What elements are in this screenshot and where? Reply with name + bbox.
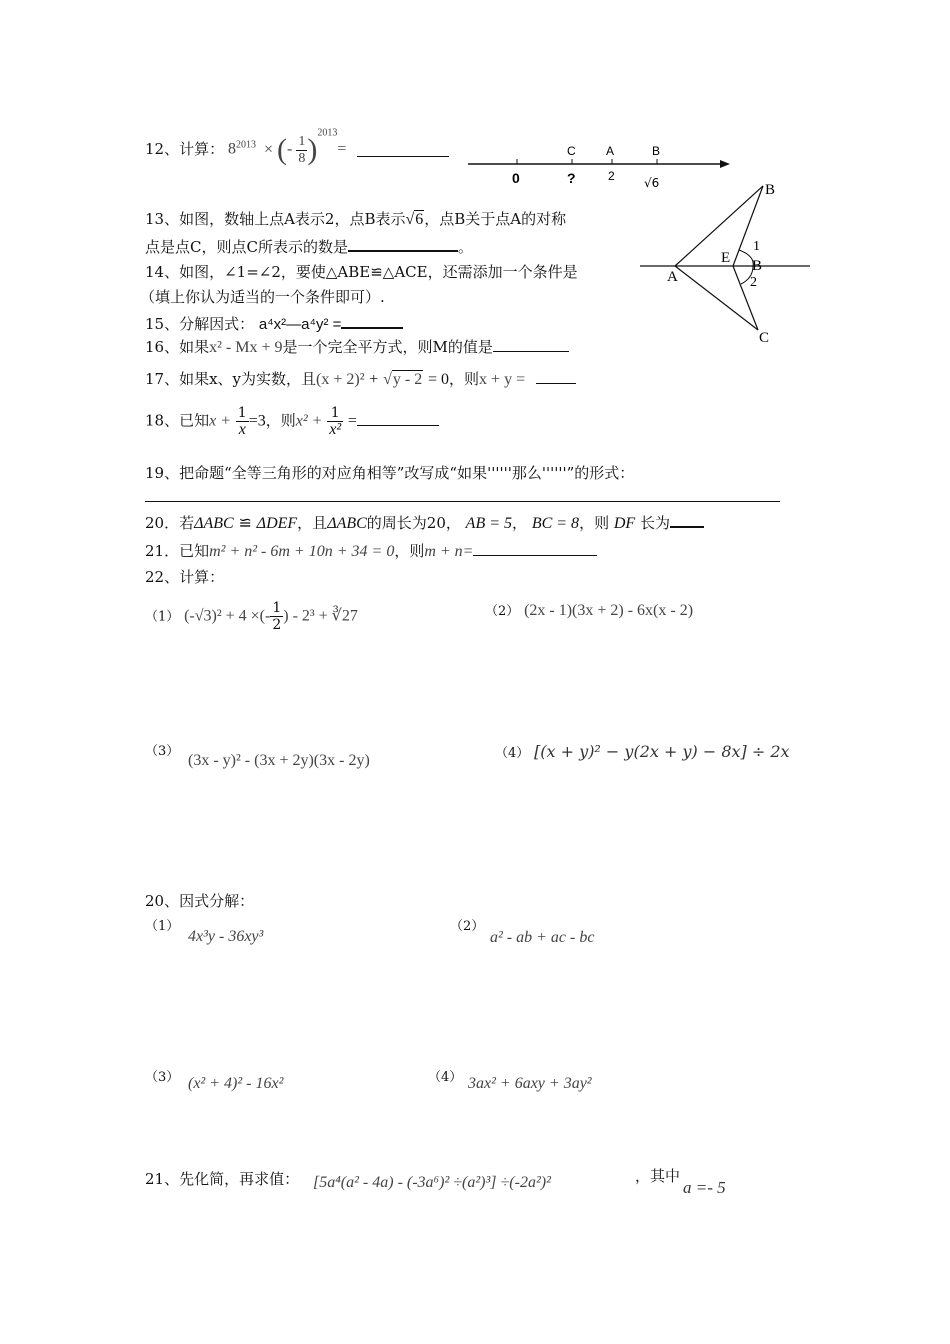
q20b-p4 [428, 1066, 462, 1085]
q18-num2: 1 [327, 405, 343, 422]
q18-num1: 1 [237, 405, 247, 421]
q20-tri3: ΔABC [327, 515, 367, 532]
q22-label [145, 566, 224, 587]
q21-expr: m² + n² - 6m + 10n + 34 = 0 [209, 543, 395, 560]
vertex-c: C [759, 330, 770, 346]
q19-answer-line[interactable] [145, 501, 780, 502]
q21b-rest [635, 1165, 680, 1186]
q17-label: 17、如果x、y为实数，且 [145, 370, 317, 388]
q20b-title: 20、因式分解： [145, 892, 255, 910]
q18-den1: x [238, 421, 246, 438]
q13-text1: 13、如图，数轴上点A表示2，点B表示 [145, 210, 406, 228]
q18-eq3: =3 [248, 412, 266, 430]
q14-line1 [145, 261, 578, 282]
q22-p1-expr-a: (-√3)² + 4 ×(- [184, 607, 271, 625]
q17-expr1: (x + 2)² [316, 371, 365, 388]
q12-fraction [296, 134, 307, 167]
q21-rest: ，则 [394, 542, 425, 560]
q17-answer-blank[interactable] [536, 369, 576, 384]
q13-sqrt: √6 [405, 211, 424, 228]
q21b-val [683, 1178, 726, 1198]
q21b-label: 21、先化简，再求值： [145, 1170, 300, 1188]
q21-label: 21．已知 [145, 542, 210, 560]
label-two: 2 [608, 169, 615, 183]
q17-sqrt: √y - 2 [383, 371, 423, 388]
q22-p1-fraction [270, 600, 283, 633]
q20-text3: 的周长为20， [366, 514, 461, 532]
q12-minus: - [287, 140, 293, 158]
q20-text2: ，且 [297, 514, 328, 532]
q22-p4-label: （4） [495, 746, 530, 761]
q21b-expr-text: [5a⁴(a² - 4a) - (-3a⁶)² ÷(a²)³] ÷(-2a²)² [313, 1174, 551, 1191]
q22-p1-label: （1） [145, 609, 180, 625]
q20-df: DF [613, 515, 636, 532]
q12-answer-blank[interactable] [357, 156, 449, 157]
q18-answer-blank[interactable] [357, 411, 439, 426]
q17-eq: = 0 [428, 371, 450, 388]
q17-rest: ，则 [449, 370, 480, 388]
q22-p2-label: （2） [485, 604, 520, 619]
q20b-p3-expr-text: (x² + 4)² - 16x² [188, 1075, 284, 1092]
q17 [145, 368, 576, 389]
q20b-p2-expr-text: a² - ab + ac - bc [490, 929, 595, 946]
label-c: C [567, 144, 576, 158]
q12-base: 8 [228, 140, 236, 158]
q13-text2: 点是点C，则点C所表示的数是 [145, 238, 348, 256]
q18-x: x + [209, 412, 231, 430]
q21b-rest-text: ，其中 [635, 1167, 681, 1185]
q20b-p1-expr-text: 4x³y - 36xy³ [188, 928, 264, 945]
q20b-p1 [145, 915, 179, 934]
q22-p3-expr [188, 752, 370, 770]
q20-sep: ， [512, 514, 528, 532]
q20-text4: ，则 [579, 514, 610, 532]
q18-then: ，则 [265, 411, 296, 430]
q20b-p1-expr [188, 928, 263, 946]
q13-radicand: 6 [415, 211, 424, 228]
q16-label: 16、如果 [145, 338, 210, 356]
q20b-p3-label: （3） [145, 1070, 180, 1085]
q22-p3-label-text: （3） [145, 744, 180, 759]
q16-answer-blank[interactable] [493, 337, 569, 352]
q15-expr: a⁴x²—a⁴y² = [258, 316, 342, 333]
label-question: ? [567, 170, 576, 186]
q13-answer-blank[interactable] [348, 236, 458, 252]
q18-label: 18、已知 [145, 411, 210, 430]
q21 [145, 540, 597, 561]
q16 [145, 336, 569, 357]
angle-1: 1 [753, 239, 760, 254]
q22-p2 [485, 600, 693, 620]
q15-label: 15、分解因式： [145, 315, 255, 333]
q12-eq: = [337, 140, 347, 158]
vertex-e: E [721, 250, 731, 266]
q15-answer-blank[interactable] [341, 313, 403, 329]
q16-expr: x² - Mx + 9 [209, 339, 283, 356]
q14-line2 [140, 286, 385, 307]
q20b-p3 [145, 1066, 179, 1085]
q12-label: 12、计算： [145, 140, 225, 158]
q20b-p3-expr [188, 1075, 283, 1093]
q18-eq: = [347, 412, 357, 430]
q20b-p2 [450, 915, 484, 934]
q20-text5: 长为 [639, 514, 670, 532]
q20b-p1-label: （1） [145, 919, 180, 934]
q22-p1-expr-b: ) - 2³ + ∛27 [283, 607, 358, 625]
q18-fraction2 [327, 405, 343, 438]
q22-p3-expr-text: (3x - y)² - (3x + 2y)(3x - 2y) [188, 752, 370, 769]
angle-2: 2 [750, 275, 757, 290]
q21-answer-blank[interactable] [473, 541, 597, 556]
q20b-p4-label: （4） [428, 1070, 463, 1085]
q20-tri2: ΔDEF [256, 515, 298, 532]
q13-text1b: ，点B关于点A的对称 [424, 210, 567, 228]
q18-den2: x² [329, 421, 342, 438]
q13-end: 。 [457, 238, 473, 256]
q20b-p2-label: （2） [450, 919, 485, 934]
q22-p1 [145, 600, 358, 633]
line-be [733, 186, 763, 266]
q14-text1: 14、如图，∠1=∠2，要使△ABE≌△ACE，还需添加一个条件是 [145, 263, 578, 281]
q20-text1: 20．若 [145, 514, 195, 532]
q22-p3-label [145, 740, 179, 759]
q20-ab: AB = 5 [465, 515, 513, 532]
vertex-a: A [667, 269, 678, 285]
label-sqrt6: √6 [644, 176, 660, 190]
q22-p2-expr: (2x - 1)(3x + 2) - 6x(x - 2) [524, 602, 694, 619]
q21-expr2: m + n= [424, 543, 474, 560]
q22-p4 [495, 742, 790, 761]
q22-p1-den: 2 [272, 617, 282, 633]
q18 [145, 405, 439, 438]
q14-text2: （填上你认为适当的一个条件即可）. [140, 288, 385, 306]
vertex-b-inner: B [752, 258, 763, 274]
q15 [145, 313, 403, 334]
line-ab [675, 186, 763, 266]
q22-p1-num: 1 [272, 600, 282, 616]
label-zero: 0 [512, 170, 520, 186]
q20-bc: BC = 8 [531, 515, 580, 532]
q12 [145, 138, 224, 159]
q20b-p4-expr [468, 1075, 592, 1093]
q21b-val-text: a =- 5 [683, 1178, 726, 1197]
triangle-figure [635, 178, 815, 348]
label-a: A [606, 144, 615, 158]
q12-exp1: 2013 [236, 139, 256, 151]
q12-expression [228, 127, 347, 167]
q12-num: 1 [298, 133, 306, 149]
q20-tri1: ΔABC [194, 515, 234, 532]
q20b-p2-expr [490, 929, 594, 947]
q18-x2: x² + [295, 412, 323, 430]
q20-answer-blank[interactable] [670, 512, 704, 528]
q20b-label [145, 890, 254, 911]
q12-den: 8 [298, 150, 306, 166]
q19 [145, 462, 634, 483]
q22-title: 22、计算： [145, 568, 225, 586]
q20 [145, 512, 704, 533]
q13-line1 [145, 208, 566, 229]
q12-times: × [264, 140, 274, 158]
q20b-p4-expr-text: 3ax² + 6axy + 3ay² [468, 1075, 592, 1092]
vertex-b: B [765, 182, 776, 198]
number-line-arrow [720, 160, 730, 168]
q22-p4-expr: [(x + y)² − y(2x + y) − 8x] ÷ 2x [534, 742, 790, 761]
q21b-expr [313, 1174, 551, 1192]
q21b [145, 1168, 299, 1189]
q17-radicand: y - 2 [392, 371, 423, 388]
label-b: B [652, 144, 661, 158]
q18-fraction1 [236, 405, 249, 438]
q16-rest: 是一个完全平方式，则M的值是 [282, 338, 493, 356]
q17-expr3: x + y = [479, 371, 526, 388]
q20-cong: ≌ [238, 515, 252, 532]
q19-text: 19、把命题“全等三角形的对应角相等”改写成“如果''''''那么''''''”的形式： [145, 464, 635, 482]
q12-paren-l: ( [277, 133, 288, 166]
q12-paren-r: ) [307, 133, 318, 166]
q17-plus: + [369, 371, 379, 388]
q12-exp2: 2013 [317, 127, 338, 139]
q13-line2 [145, 236, 473, 257]
